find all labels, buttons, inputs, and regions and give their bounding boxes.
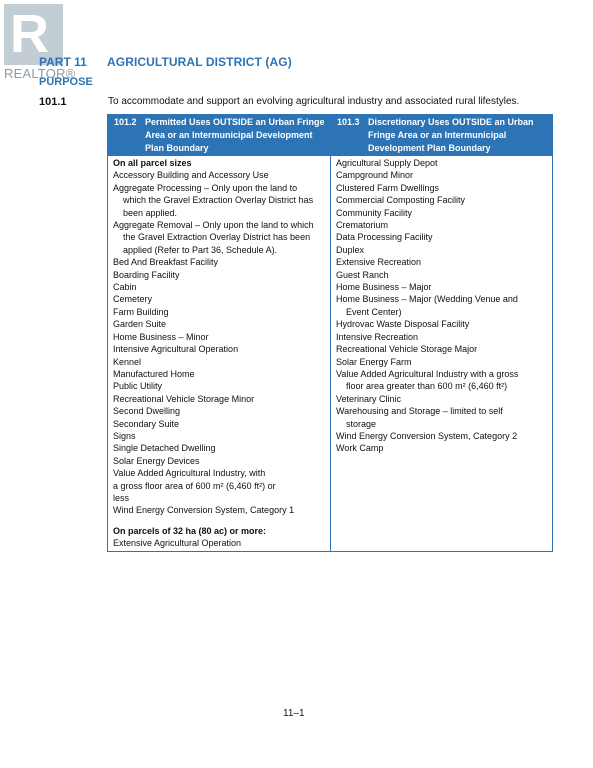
permitted-use-item: Second Dwelling <box>113 406 181 417</box>
permitted-use-item: Garden Suite <box>113 319 167 330</box>
permitted-use-item: Bed And Breakfast Facility <box>113 257 219 268</box>
permitted-use-item: which the Gravel Extraction Overlay District has <box>123 195 314 206</box>
permitted-use-item: Signs <box>113 430 136 441</box>
permitted-use-item: Kennel <box>113 356 142 367</box>
discretionary-uses-header <box>331 115 552 156</box>
permitted-use-item: Cemetery <box>113 294 153 305</box>
permitted-use-item: Value Added Agricultural Industry, with <box>113 468 266 479</box>
permitted-use-item: Farm Building <box>113 306 169 317</box>
realtor-logo-letter: R <box>10 4 49 64</box>
permitted-header-title: Permitted Uses OUTSIDE an Urban Fringe Area or an Intermunicipal Development Plan Boundary <box>145 117 325 153</box>
realtor-watermark <box>0 0 80 82</box>
discretionary-use-item: Commercial Composting Facility <box>336 195 466 206</box>
discretionary-use-item: Event Center) <box>346 306 402 317</box>
permitted-use-item: Recreational Vehicle Storage Minor <box>113 393 255 404</box>
permitted-use-item: Accessory Building and Accessory Use <box>113 170 269 181</box>
discretionary-use-item: Crematorium <box>336 220 389 231</box>
section-text: To accommodate and support an evolving agricultural industry and associated rural lifestyles. <box>108 96 520 107</box>
discretionary-use-item: Wind Energy Conversion System, Category 2 <box>336 430 518 441</box>
discretionary-use-items <box>336 157 550 455</box>
permitted-uses-header <box>108 115 330 156</box>
column-divider <box>330 115 331 551</box>
discretionary-use-item: Value Added Agricultural Industry with a gross <box>336 368 519 379</box>
discretionary-use-item: Solar Energy Farm <box>336 356 412 367</box>
parcel-size-subheading: On all parcel sizes <box>113 158 192 168</box>
permitted-uses-list <box>113 157 327 550</box>
permitted-use-item: the Gravel Extraction Overlay District has been <box>123 232 311 243</box>
discretionary-use-item: Campground Minor <box>336 170 414 181</box>
discretionary-use-item: Guest Ranch <box>336 269 389 280</box>
discretionary-header-title: Discretionary Uses OUTSIDE an Urban Fringe Area or an Intermunicipal Development Plan Boundary <box>368 117 534 153</box>
permitted-section-number: 101.2 <box>114 117 137 127</box>
permitted-use-item: Single Detached Dwelling <box>113 443 216 454</box>
spacer <box>113 517 327 525</box>
permitted-use-item: a gross floor area of 600 m² (6,460 ft²) or <box>113 480 276 491</box>
discretionary-section-number: 101.3 <box>337 117 360 127</box>
discretionary-use-item: Hydrovac Waste Disposal Facility <box>336 319 470 330</box>
permitted-use-item: Wind Energy Conversion System, Category 1 <box>113 505 295 516</box>
permitted-use-item: Intensive Agricultural Operation <box>113 344 239 355</box>
discretionary-use-item: Warehousing and Storage – limited to self <box>336 406 503 417</box>
part-number: PART 11 <box>39 55 87 69</box>
discretionary-uses-list <box>336 157 550 455</box>
uses-table <box>107 114 553 552</box>
discretionary-use-item: Home Business – Major <box>336 282 432 293</box>
discretionary-use-item: Extensive Recreation <box>336 257 422 268</box>
discretionary-use-item: Veterinary Clinic <box>336 393 402 404</box>
discretionary-use-item: Agricultural Supply Depot <box>336 158 438 168</box>
page-title: AGRICULTURAL DISTRICT (AG) <box>107 55 292 69</box>
permitted-use-item: less <box>113 492 130 503</box>
permitted-use-item: Boarding Facility <box>113 269 180 280</box>
discretionary-use-item: Work Camp <box>336 443 384 454</box>
discretionary-use-item: floor area greater than 600 m² (6,460 ft²) <box>346 381 508 392</box>
discretionary-use-item: Intensive Recreation <box>336 331 419 342</box>
permitted-use-item: applied (Refer to Part 36, Schedule A). <box>123 244 278 255</box>
permitted-use-item: Home Business – Minor <box>113 331 209 342</box>
page-number: 11–1 <box>283 708 305 719</box>
large-parcel-use-items <box>113 537 327 549</box>
realtor-logo-text: REALTOR® <box>4 66 76 81</box>
discretionary-use-item: Clustered Farm Dwellings <box>336 182 440 193</box>
permitted-use-items <box>113 169 327 516</box>
section-number: 101.1 <box>39 96 67 108</box>
permitted-use-item: Aggregate Processing – Only upon the land to <box>113 182 298 193</box>
permitted-use-item: Aggregate Removal – Only upon the land to which <box>113 220 314 231</box>
discretionary-use-item: Community Facility <box>336 207 413 218</box>
large-parcel-use-item: Extensive Agricultural Operation <box>113 538 242 549</box>
permitted-use-item: Cabin <box>113 282 137 293</box>
discretionary-use-item: Home Business – Major (Wedding Venue and <box>336 294 518 305</box>
permitted-use-item: Secondary Suite <box>113 418 180 429</box>
discretionary-use-item: storage <box>346 418 377 429</box>
discretionary-use-item: Recreational Vehicle Storage Major <box>336 344 478 355</box>
permitted-use-item: Public Utility <box>113 381 163 392</box>
permitted-use-item: Solar Energy Devices <box>113 455 200 466</box>
large-parcel-subheading: On parcels of 32 ha (80 ac) or more: <box>113 525 267 536</box>
purpose-label: PURPOSE <box>39 76 93 88</box>
permitted-use-item: been applied. <box>123 207 178 218</box>
discretionary-use-item: Duplex <box>336 244 365 255</box>
permitted-use-item: Manufactured Home <box>113 368 195 379</box>
discretionary-use-item: Data Processing Facility <box>336 232 433 243</box>
